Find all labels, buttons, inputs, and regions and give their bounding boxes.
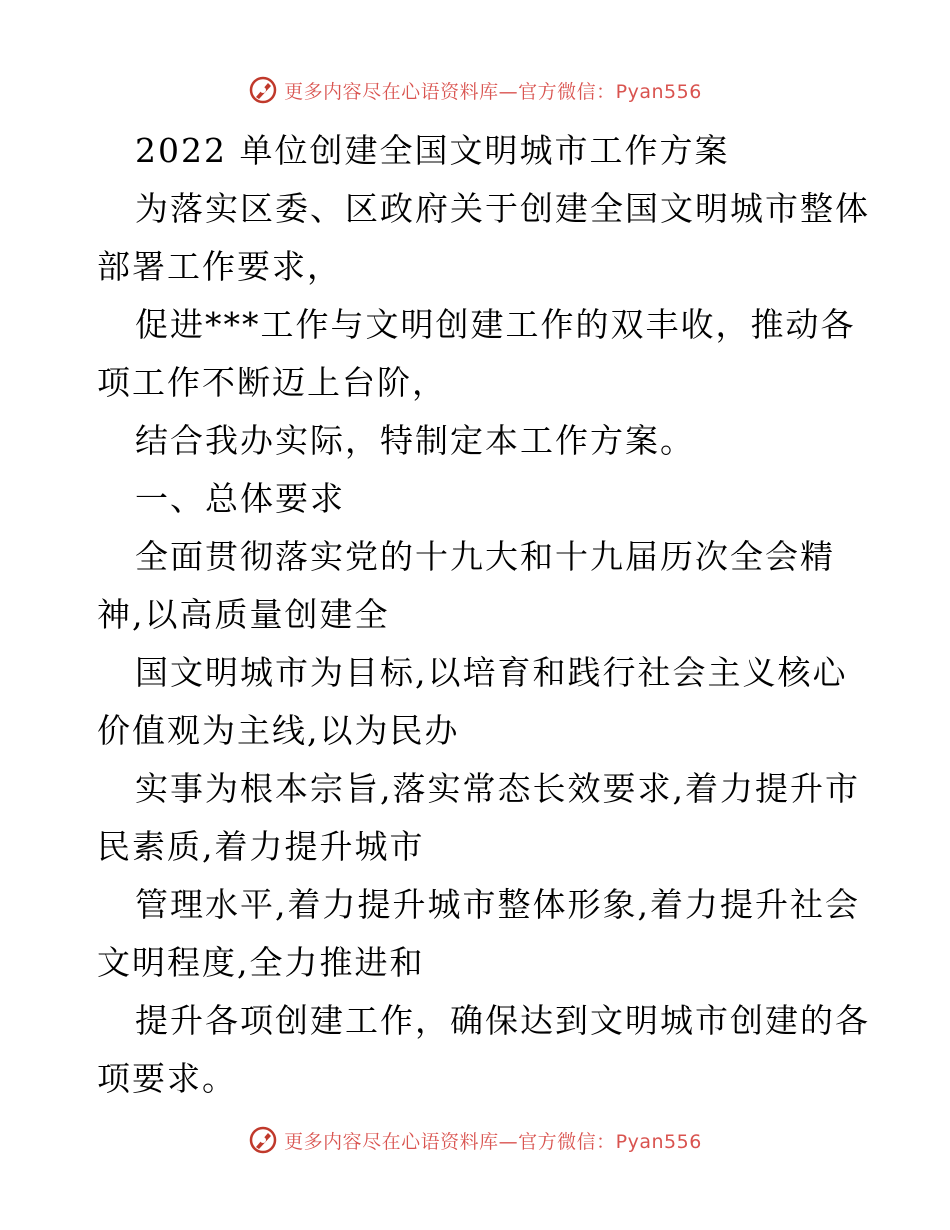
paragraph-line: 管理水平,着力提升城市整体形象,着力提升社会 xyxy=(135,885,860,924)
document-title: 2022 单位创建全国文明城市工作方案 xyxy=(135,131,730,170)
pen-logo-icon xyxy=(248,1125,278,1155)
paragraph-line: 结合我办实际，特制定本工作方案。 xyxy=(135,421,695,460)
footer-banner-text: 更多内容尽在心语资料库—官方微信：Pyan556 xyxy=(284,1130,702,1153)
header-banner-text: 更多内容尽在心语资料库—官方微信：Pyan556 xyxy=(284,80,702,103)
pen-logo-icon xyxy=(248,75,278,105)
footer-banner xyxy=(0,1120,950,1160)
paragraph-line: 实事为根本宗旨,落实常态长效要求,着力提升市 xyxy=(135,769,860,808)
section-heading: 一、总体要求 xyxy=(135,479,345,518)
paragraph-line: 部署工作要求， xyxy=(97,247,342,286)
paragraph-line: 民素质,着力提升城市 xyxy=(97,827,425,866)
paragraph-line: 全面贯彻落实党的十九大和十九届历次全会精 xyxy=(135,537,835,576)
paragraph-line: 国文明城市为目标,以培育和践行社会主义核心 xyxy=(135,653,848,692)
paragraph-line: 项工作不断迈上台阶， xyxy=(97,363,447,402)
document-body xyxy=(97,122,870,1108)
header-banner xyxy=(0,70,950,110)
paragraph-line: 项要求。 xyxy=(97,1059,237,1098)
paragraph-line: 提升各项创建工作，确保达到文明城市创建的各 xyxy=(135,1001,870,1040)
paragraph-line: 神,以高质量创建全 xyxy=(97,595,390,634)
paragraph-line: 文明程度,全力推进和 xyxy=(97,943,425,982)
paragraph-line: 促进***工作与文明创建工作的双丰收，推动各 xyxy=(135,305,856,344)
paragraph-line: 为落实区委、区政府关于创建全国文明城市整体 xyxy=(135,189,870,228)
paragraph-line: 价值观为主线,以为民办 xyxy=(97,711,460,750)
